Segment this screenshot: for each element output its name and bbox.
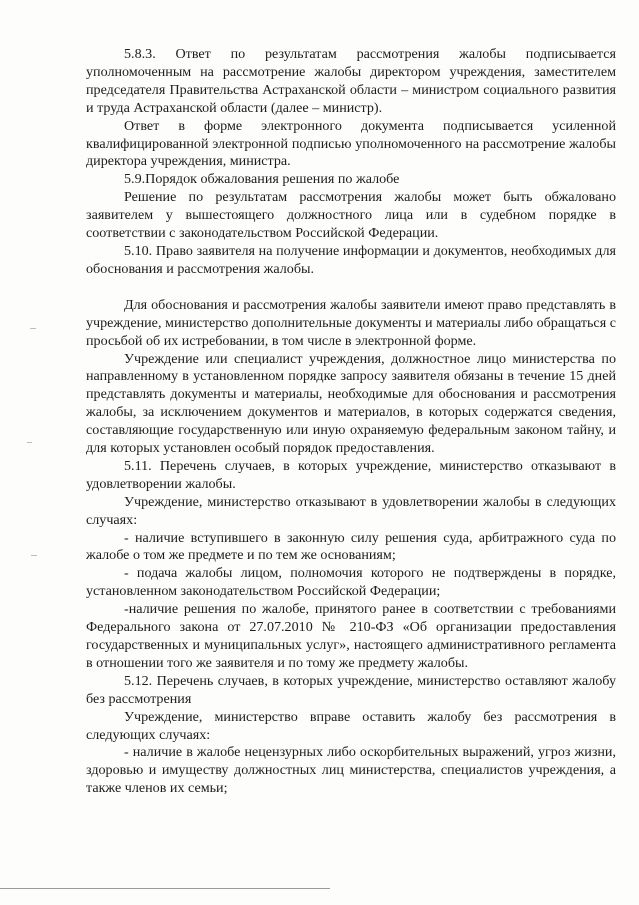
paragraph-no-review-cases: Учреждение, министерство вправе оставить жалобу без рассмотрения в следующих случаях: [86, 708, 616, 743]
heading-5-11: 5.11. Перечень случаев, в которых учреждение, министерство отказывают в удовлетворении жалобы. [86, 457, 616, 492]
document-body [86, 46, 616, 798]
list-item-offensive-language: - наличие в жалобе нецензурных либо оскорбительных выражений, угроз жизни, здоровью и имуществу должностных лиц министерства, специалистов учреждения, а также членов их семьи; [86, 744, 616, 797]
paragraph-5-8-3: 5.8.3. Ответ по результатам рассмотрения жалобы подписывается уполномоченным на рассмотрение жалобы директором учреждения, заместителем председателя Правительства Астраханской области – министром социального развития и труда Астраханской области (далее – министр). [86, 46, 616, 116]
list-item-prior-decision: -наличие решения по жалобе, принятого ранее в соответствии с требованиями Федерального закона от 27.07.2010 № 210-ФЗ «Об организации предоставления государственных и муниципальных услуг», настоящего административного регламента в отношении того же заявителя и по тому же предмету жалобы. [86, 601, 616, 671]
heading-5-10: 5.10. Право заявителя на получение информации и документов, необходимых для обоснования и рассмотрения жалобы. [86, 242, 616, 277]
heading-5-9: 5.9.Порядок обжалования решения по жалобе [124, 171, 400, 188]
list-item-unconfirmed-authority: - подача жалобы лицом, полномочия которого не подтверждены в порядке, установленном законодательством Российской Федерации; [86, 565, 616, 600]
margin-mark [31, 555, 37, 556]
paragraph-refusal-cases: Учреждение, министерство отказывают в удовлетворении жалобы в следующих случаях: [86, 493, 616, 528]
list-item-court-decision: - наличие вступившего в законную силу решения суда, арбитражного суда по жалобе о том же предмете и по тем же основаниям; [86, 529, 616, 564]
margin-mark [27, 442, 32, 443]
heading-5-12: 5.12. Перечень случаев, в которых учреждение, министерство оставляют жалобу без рассмотрения [86, 672, 616, 707]
paragraph-appeal: Решение по результатам рассмотрения жалобы может быть обжаловано заявителем у вышестоящего должностного лица или в судебном порядке в соответствии с законодательством Российской Федерации. [86, 189, 616, 242]
footer-rule [0, 888, 330, 889]
paragraph-additional-documents: Для обоснования и рассмотрения жалобы заявители имеют право представлять в учреждение, министерство дополнительные документы и материалы либо обращаться с просьбой об их истребовании, в том числе в электронной форме. [86, 296, 616, 349]
paragraph-request-documents: Учреждение или специалист учреждения, должностное лицо министерства по направленному в установленном порядке запросу заявителя обязаны в течение 15 дней представлять документы и материалы, необходимые для обоснования и рассмотрения жалобы, за исключением документов и материалов, в которых содержатся сведения, составляющие государственную или иную охраняемую федеральным законом тайну, и для которых установлен особый порядок предоставления. [86, 350, 616, 457]
paragraph-electronic-response: Ответ в форме электронного документа подписывается усиленной квалифицированной электронной подписью уполномоченного на рассмотрение жалобы директора учреждения, министра. [86, 117, 616, 170]
margin-mark [30, 328, 36, 329]
